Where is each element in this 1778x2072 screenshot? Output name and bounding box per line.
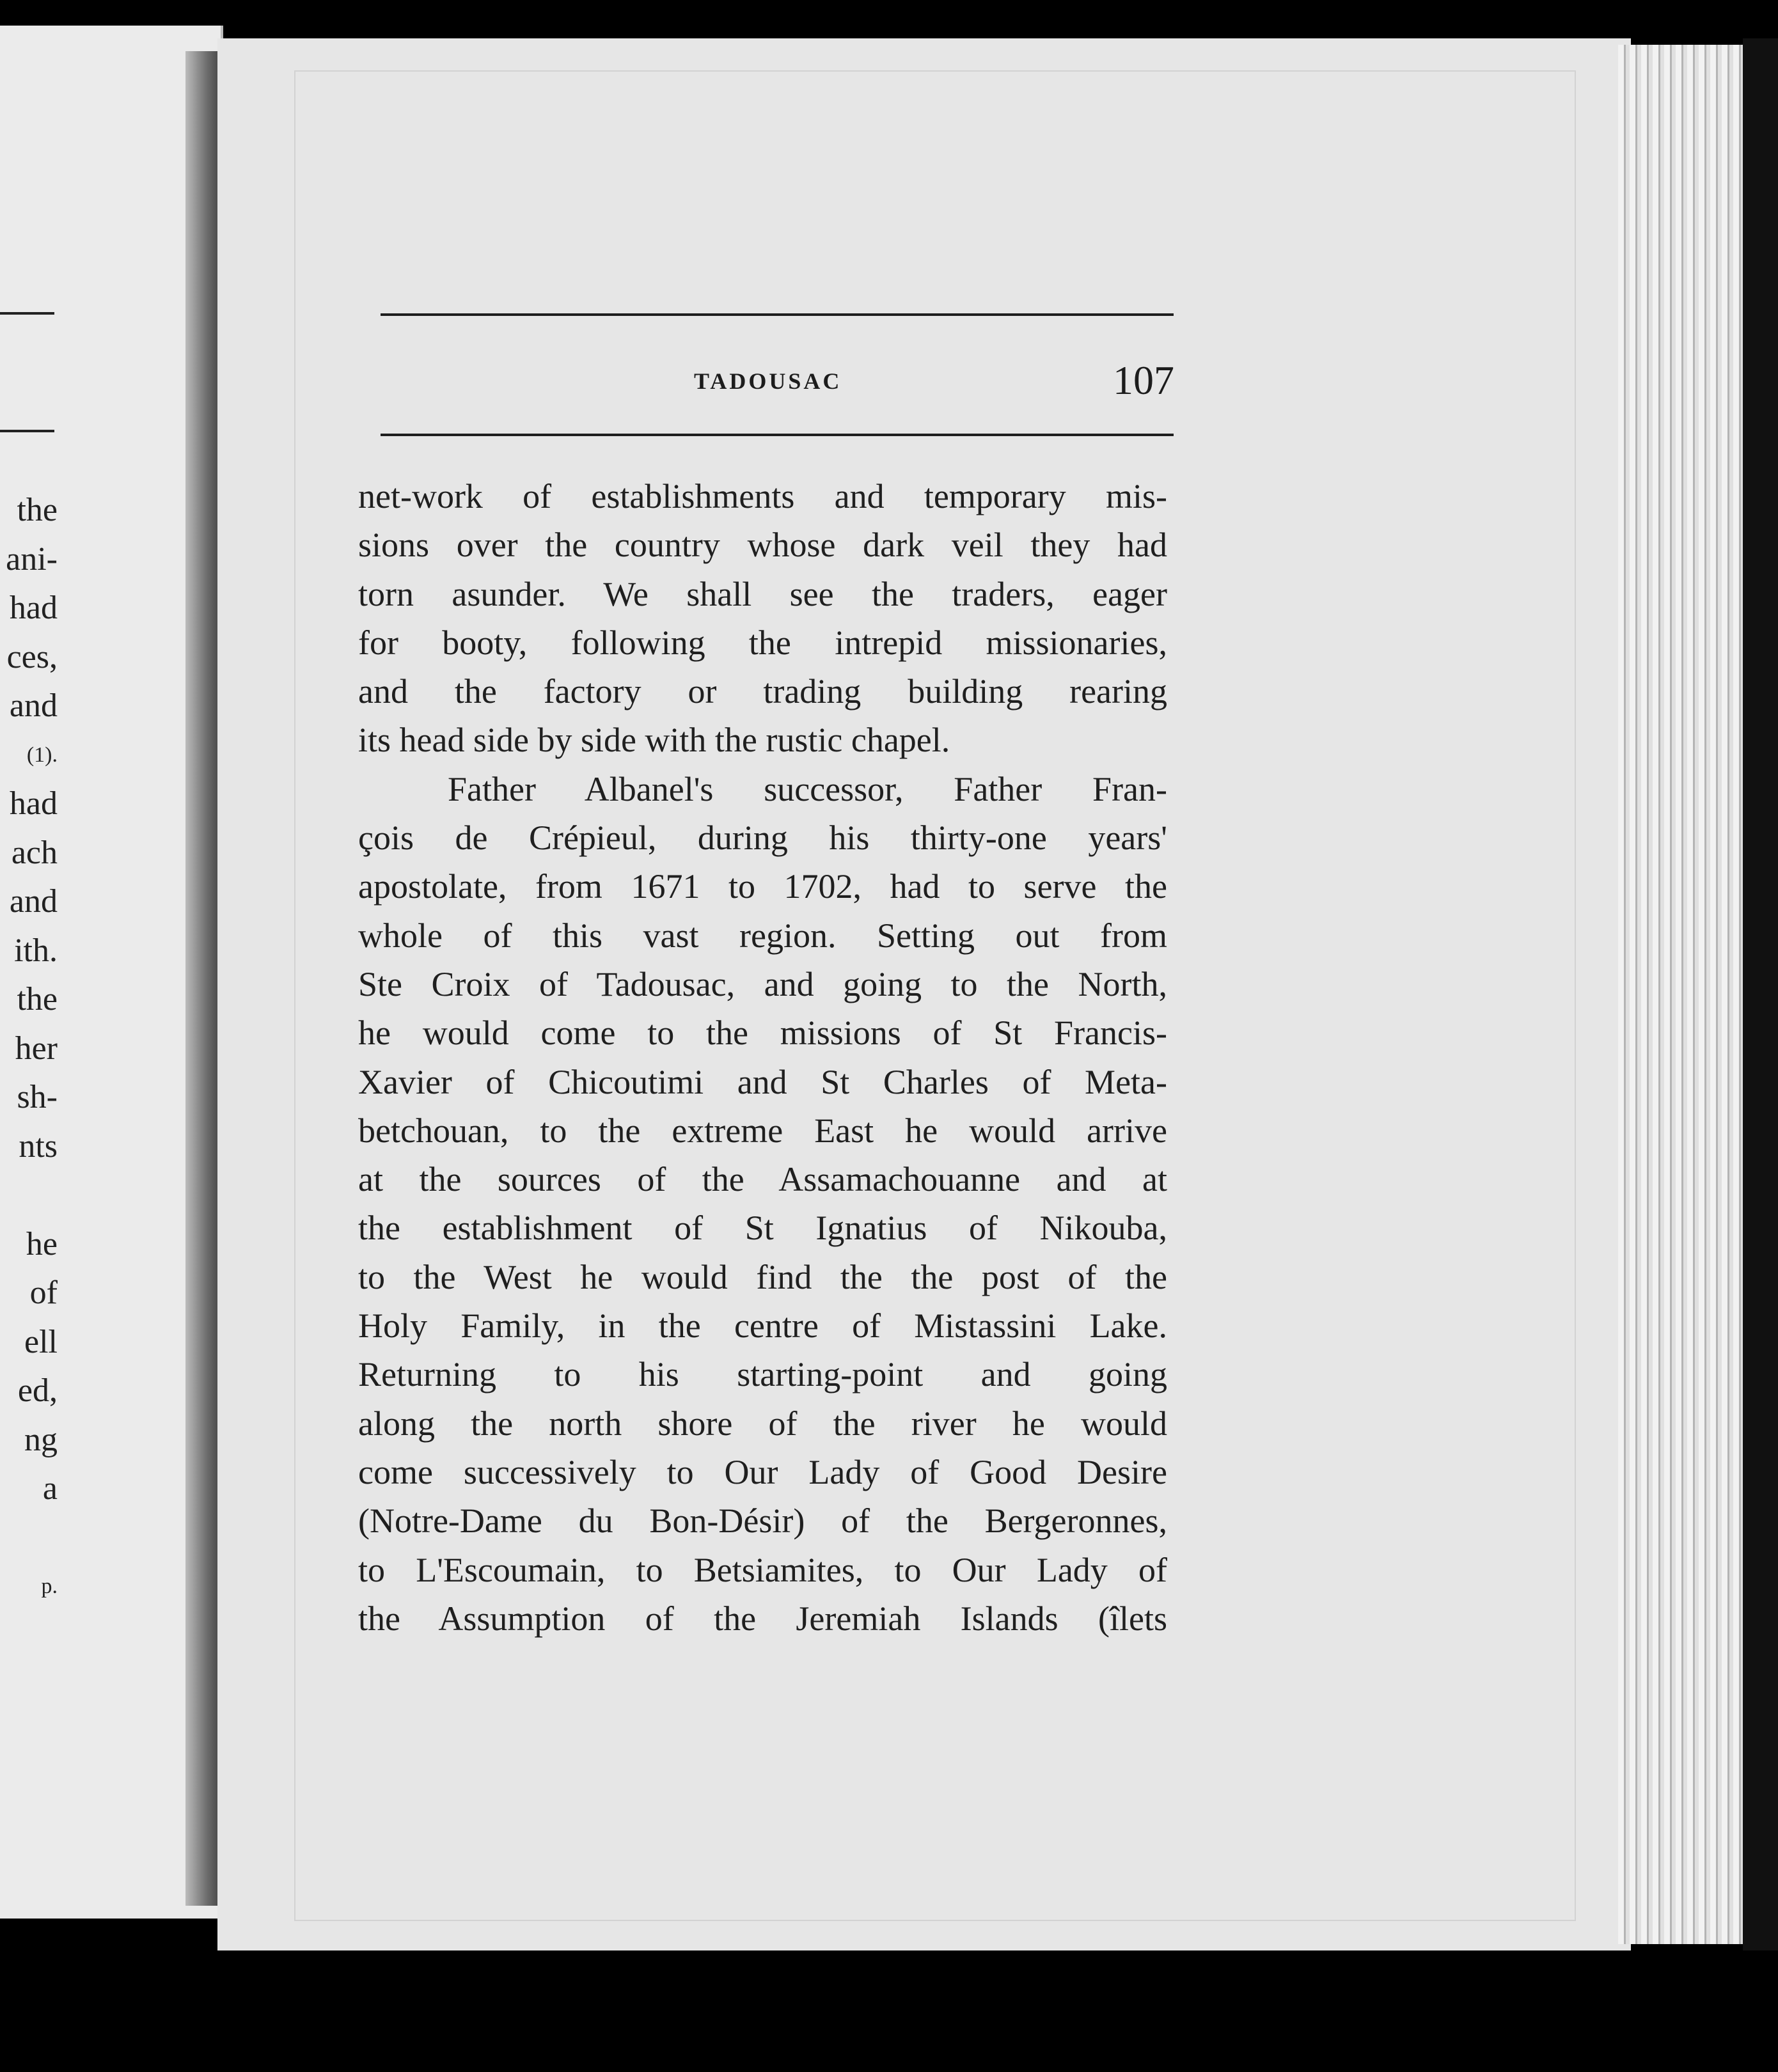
text-line: apostolate, from 1671 to 1702, had to serve the bbox=[358, 867, 1167, 906]
left-fragment: had bbox=[9, 590, 58, 626]
left-fragment: nts bbox=[19, 1127, 58, 1165]
left-fragment: ed, bbox=[17, 1372, 58, 1409]
text-line: çois de Crépieul, during his thirty-one years' bbox=[358, 819, 1167, 858]
text-line: Xavier of Chicoutimi and St Charles of Meta- bbox=[358, 1062, 1167, 1101]
left-fragment: p. bbox=[41, 1574, 58, 1598]
text-line: the establishment of St Ignatius of Nikouba, bbox=[358, 1209, 1167, 1248]
left-fragment: ces, bbox=[6, 638, 58, 675]
left-fragment: sh- bbox=[17, 1079, 58, 1115]
left-fragment: ach bbox=[11, 834, 58, 871]
text-line: betchouan, to the extreme East he would arrive bbox=[358, 1111, 1167, 1150]
left-page-line-fragments bbox=[0, 486, 58, 1612]
left-fragment bbox=[0, 1171, 58, 1220]
text-line: Ste Croix of Tadousac, and going to the North, bbox=[358, 964, 1167, 1003]
text-line: whole of this vast region. Setting out from bbox=[358, 916, 1167, 955]
text-line: he would come to the missions of St Francis- bbox=[358, 1014, 1167, 1053]
left-fragment: a bbox=[42, 1470, 58, 1507]
left-fragment: and bbox=[9, 883, 58, 920]
left-fragment: her bbox=[15, 1030, 58, 1067]
scan-border-right bbox=[1743, 38, 1778, 1957]
page-edges bbox=[1618, 45, 1746, 1944]
left-fragment: ith. bbox=[14, 932, 58, 969]
text-line: net-work of establishments and temporary mis- bbox=[358, 477, 1167, 515]
left-fragment: and bbox=[9, 687, 58, 724]
left-fragment: of bbox=[29, 1275, 58, 1311]
left-fragment bbox=[0, 1514, 58, 1563]
text-line: to L'Escoumain, to Betsiamites, to Our Lady of bbox=[358, 1550, 1167, 1589]
text-line: Father Albanel's successor, Father Fran- bbox=[448, 769, 1167, 808]
header-rule-bottom bbox=[381, 434, 1174, 436]
left-fragment: ani- bbox=[6, 540, 58, 577]
left-fragment: (1). bbox=[26, 742, 58, 767]
text-line: at the sources of the Assamachouanne and at bbox=[358, 1160, 1167, 1199]
text-line: to the West he would find the the post of the bbox=[358, 1257, 1167, 1296]
text-line: Returning to his starting-point and going bbox=[358, 1355, 1167, 1394]
text-line: and the factory or trading building rearing bbox=[358, 672, 1167, 711]
page-number: 107 bbox=[1113, 357, 1174, 403]
page-body-text bbox=[358, 472, 1167, 1643]
text-line: for booty, following the intrepid missionaries, bbox=[358, 623, 1167, 662]
left-fragment: ell bbox=[24, 1323, 58, 1360]
left-fragment: he bbox=[26, 1225, 58, 1262]
running-head: TADOUSAC bbox=[694, 368, 842, 394]
text-line: along the north shore of the river he would bbox=[358, 1404, 1167, 1443]
left-page-header-rule-bottom bbox=[0, 430, 54, 432]
text-line: (Notre-Dame du Bon-Désir) of the Bergeronnes, bbox=[358, 1502, 1167, 1541]
left-fragment: ng bbox=[24, 1421, 58, 1458]
left-fragment: the bbox=[17, 492, 58, 528]
text-line: the Assumption of the Jeremiah Islands (îlets bbox=[358, 1599, 1167, 1638]
left-page-header-rule-top bbox=[0, 312, 54, 315]
scan-border-bottom bbox=[0, 1950, 1778, 2072]
text-line: its head side by side with the rustic chapel. bbox=[358, 721, 950, 760]
text-line: sions over the country whose dark veil they had bbox=[358, 526, 1167, 565]
text-line: come successively to Our Lady of Good Desire bbox=[358, 1452, 1167, 1491]
left-fragment: the bbox=[17, 981, 58, 1017]
text-line: torn asunder. We shall see the traders, eager bbox=[358, 574, 1167, 613]
text-line: Holy Family, in the centre of Mistassini Lake. bbox=[358, 1307, 1167, 1346]
left-fragment: had bbox=[9, 785, 58, 822]
header-rule-top bbox=[381, 313, 1174, 316]
